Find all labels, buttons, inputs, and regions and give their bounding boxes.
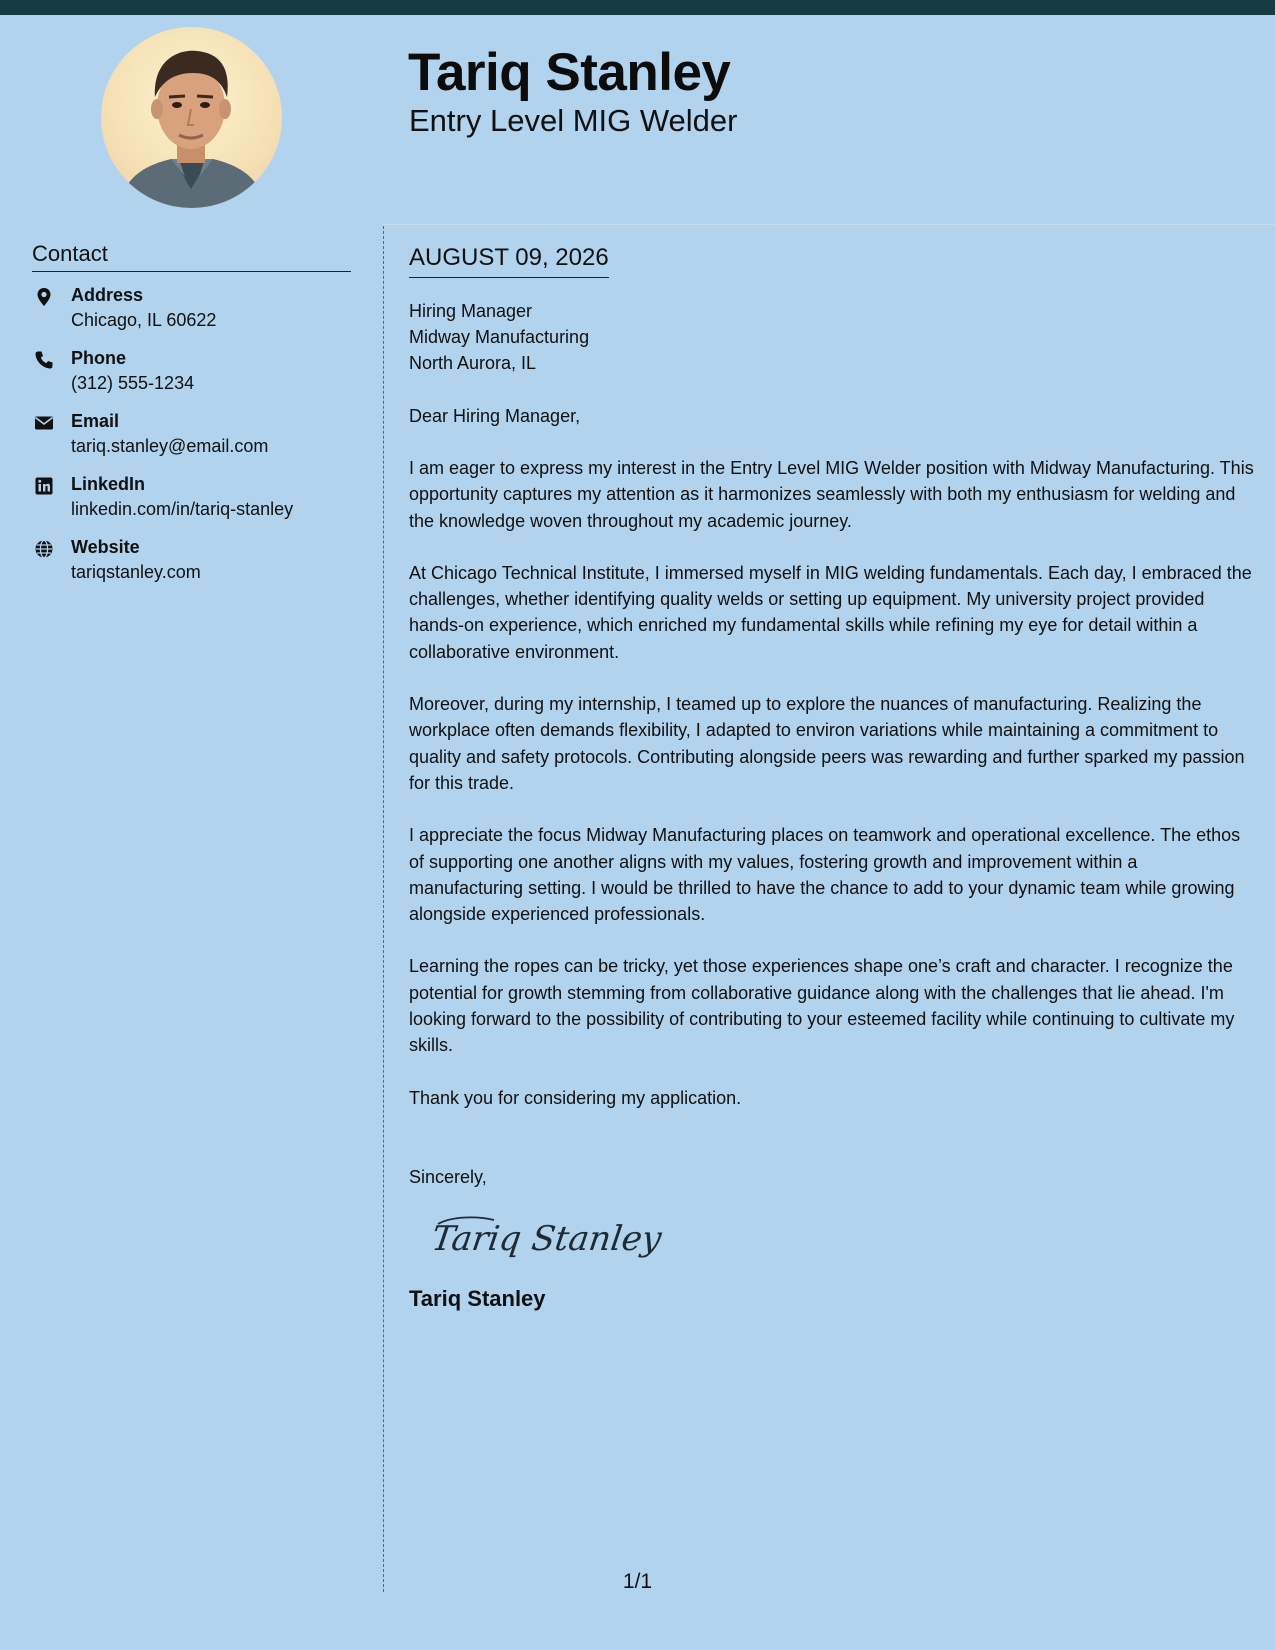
recipient-block	[409, 298, 1254, 376]
salutation: Dear Hiring Manager,	[409, 406, 581, 426]
contact-item-email	[32, 411, 362, 474]
letter-paragraph: At Chicago Technical Institute, I immersed myself in MIG welding fundamentals. Each day, I embraced the challenges, whether identifying quality welds or setting up equipment. My university project provided hands-on experience, which enriched my fundamental skills while refining my eye for detail within a collaborative environment.	[409, 562, 1252, 662]
phone-icon	[34, 350, 54, 370]
job-title: Entry Level MIG Welder	[409, 103, 738, 138]
contact-label: Phone	[71, 348, 127, 368]
contact-label: Email	[71, 411, 120, 431]
letter-paragraph: Moreover, during my internship, I teamed up to explore the nuances of manufacturing. Realizing the workplace often demands flexibility, I adapted to environ variations while maintaining a commitment to quality and safety protocols. Contributing alongside peers was rewarding and further sparked my passion for this trade.	[409, 694, 1245, 793]
top-accent-bar	[0, 0, 1275, 15]
phone-value: (312) 555-1234	[71, 373, 195, 393]
handwritten-signature	[432, 1210, 672, 1266]
signed-name: Tariq Stanley	[409, 1285, 546, 1311]
letter-body	[409, 244, 1254, 1312]
recipient-line: Midway Manufacturing	[409, 327, 590, 347]
candidate-name: Tariq Stanley	[408, 43, 731, 102]
letter-paragraph: Thank you for considering my application.	[409, 1087, 742, 1108]
contact-item-phone	[32, 348, 362, 411]
linkedin-link[interactable]: linkedin.com/in/tariq-stanley	[71, 499, 294, 519]
signature-text: Tariq Stanley	[432, 1219, 664, 1259]
letter-paragraph: I am eager to express my interest in the Entry Level MIG Welder position with Midway Manufacturing. This opportunity captures my attention as it harmonizes seamlessly with both my enthusiasm for welding and the knowledge woven throughout my academic journey.	[409, 458, 1254, 531]
globe-icon	[34, 539, 54, 559]
linkedin-icon	[34, 476, 54, 496]
page-number: 1/1	[622, 1570, 653, 1593]
letter-date: AUGUST 09, 2026	[409, 244, 609, 278]
recipient-line: Hiring Manager	[409, 301, 533, 321]
contact-label: Address	[71, 285, 144, 305]
contact-label: LinkedIn	[71, 474, 146, 494]
contact-item-address	[32, 285, 362, 348]
column-divider	[383, 226, 384, 1592]
contact-label: Website	[71, 537, 140, 557]
address-value: Chicago, IL 60622	[71, 310, 217, 330]
header-divider	[383, 224, 1275, 225]
profile-photo	[101, 27, 282, 208]
letter-paragraph: I appreciate the focus Midway Manufacturing places on teamwork and operational excellence. The ethos of supporting one another aligns with my values, fostering growth and improvement within a manufacturing setting. I would be thrilled to have the chance to add to your dynamic team while growing alongside experienced professionals.	[409, 825, 1241, 925]
closing: Sincerely,	[409, 1166, 487, 1187]
contact-heading: Contact	[32, 241, 351, 272]
contact-list	[32, 285, 362, 600]
recipient-line: North Aurora, IL	[409, 353, 537, 373]
letter-paragraph: Learning the ropes can be tricky, yet those experiences shape one’s craft and character. I recognize the potential for growth stemming from collaborative guidance along with the challenges that lie ahead. I'm looking forward to the possibility of contributing to your esteemed facility while continuing to cultivate my skills.	[409, 956, 1235, 1056]
map-pin-icon	[34, 287, 54, 307]
contact-item-website	[32, 537, 362, 600]
website-link[interactable]: tariqstanley.com	[71, 562, 201, 582]
contact-item-linkedin	[32, 474, 362, 537]
envelope-icon	[34, 413, 54, 433]
email-link[interactable]: tariq.stanley@email.com	[71, 436, 269, 456]
